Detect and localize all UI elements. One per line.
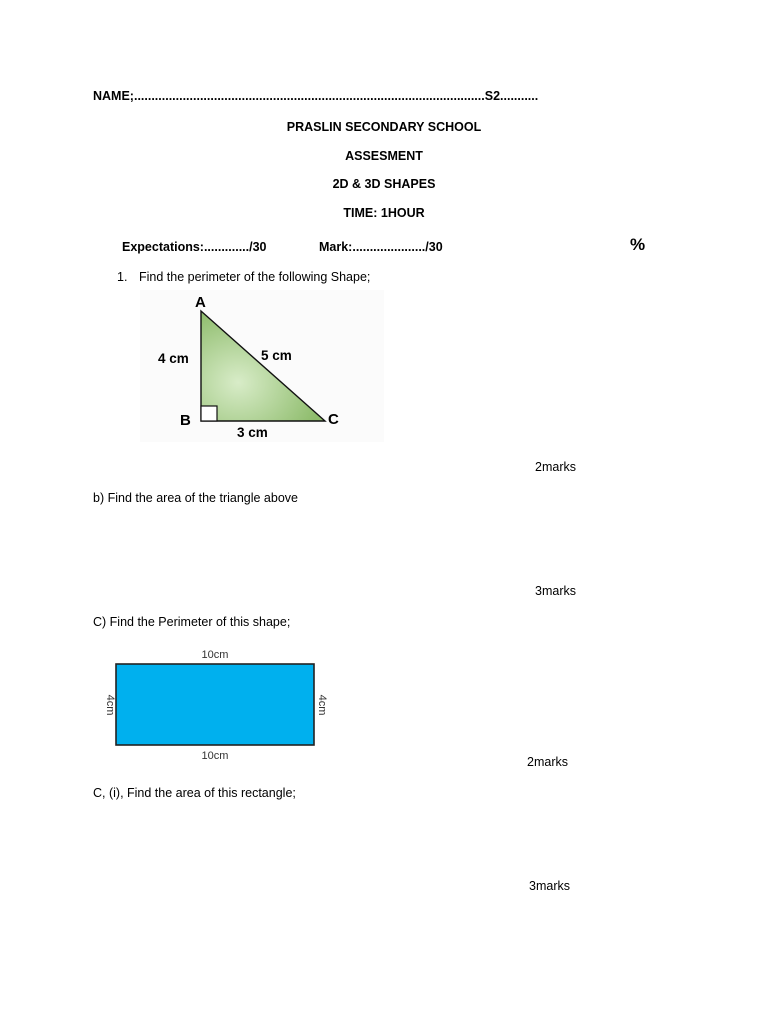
question-1-text: Find the perimeter of the following Shape; xyxy=(139,270,371,284)
rectangle-bottom-label: 10cm xyxy=(201,750,229,762)
question-1-number: 1. xyxy=(117,270,128,284)
triangle-figure xyxy=(140,290,390,442)
rectangle-left-label: 4cm xyxy=(104,694,116,716)
rectangle-figure xyxy=(95,645,340,767)
assessment-title: ASSESMENT xyxy=(345,149,423,163)
question-c-text: C) Find the Perimeter of this shape; xyxy=(93,615,291,629)
vertex-c-label: C xyxy=(328,411,339,428)
name-line: NAME;.....................................................................................................S2........... xyxy=(93,89,539,103)
question-ci-marks: 3marks xyxy=(529,879,570,893)
topic-title: 2D & 3D SHAPES xyxy=(332,177,436,191)
question-c-marks: 2marks xyxy=(527,755,568,769)
question-1-marks: 2marks xyxy=(535,460,576,474)
side-ab-label: 4 cm xyxy=(158,351,189,366)
vertex-b-label: B xyxy=(180,412,191,429)
right-angle-marker xyxy=(201,406,217,421)
expectations-label: Expectations:............./30 xyxy=(122,240,267,254)
side-bc-label: 3 cm xyxy=(237,425,268,440)
school-title: PRASLIN SECONDARY SCHOOL xyxy=(286,120,482,134)
rectangle-shape xyxy=(116,664,314,745)
percent-sign: % xyxy=(630,235,646,254)
question-b-text: b) Find the area of the triangle above xyxy=(93,491,298,505)
side-ac-label: 5 cm xyxy=(261,348,292,363)
rectangle-top-label: 10cm xyxy=(201,649,229,661)
question-ci-text: C, (i), Find the area of this rectangle; xyxy=(93,786,296,800)
mark-label: Mark:...................../30 xyxy=(319,240,443,254)
rectangle-right-label: 4cm xyxy=(316,694,328,716)
vertex-a-label: A xyxy=(195,294,206,311)
time-label: TIME: 1HOUR xyxy=(343,206,425,220)
question-b-marks: 3marks xyxy=(535,584,576,598)
